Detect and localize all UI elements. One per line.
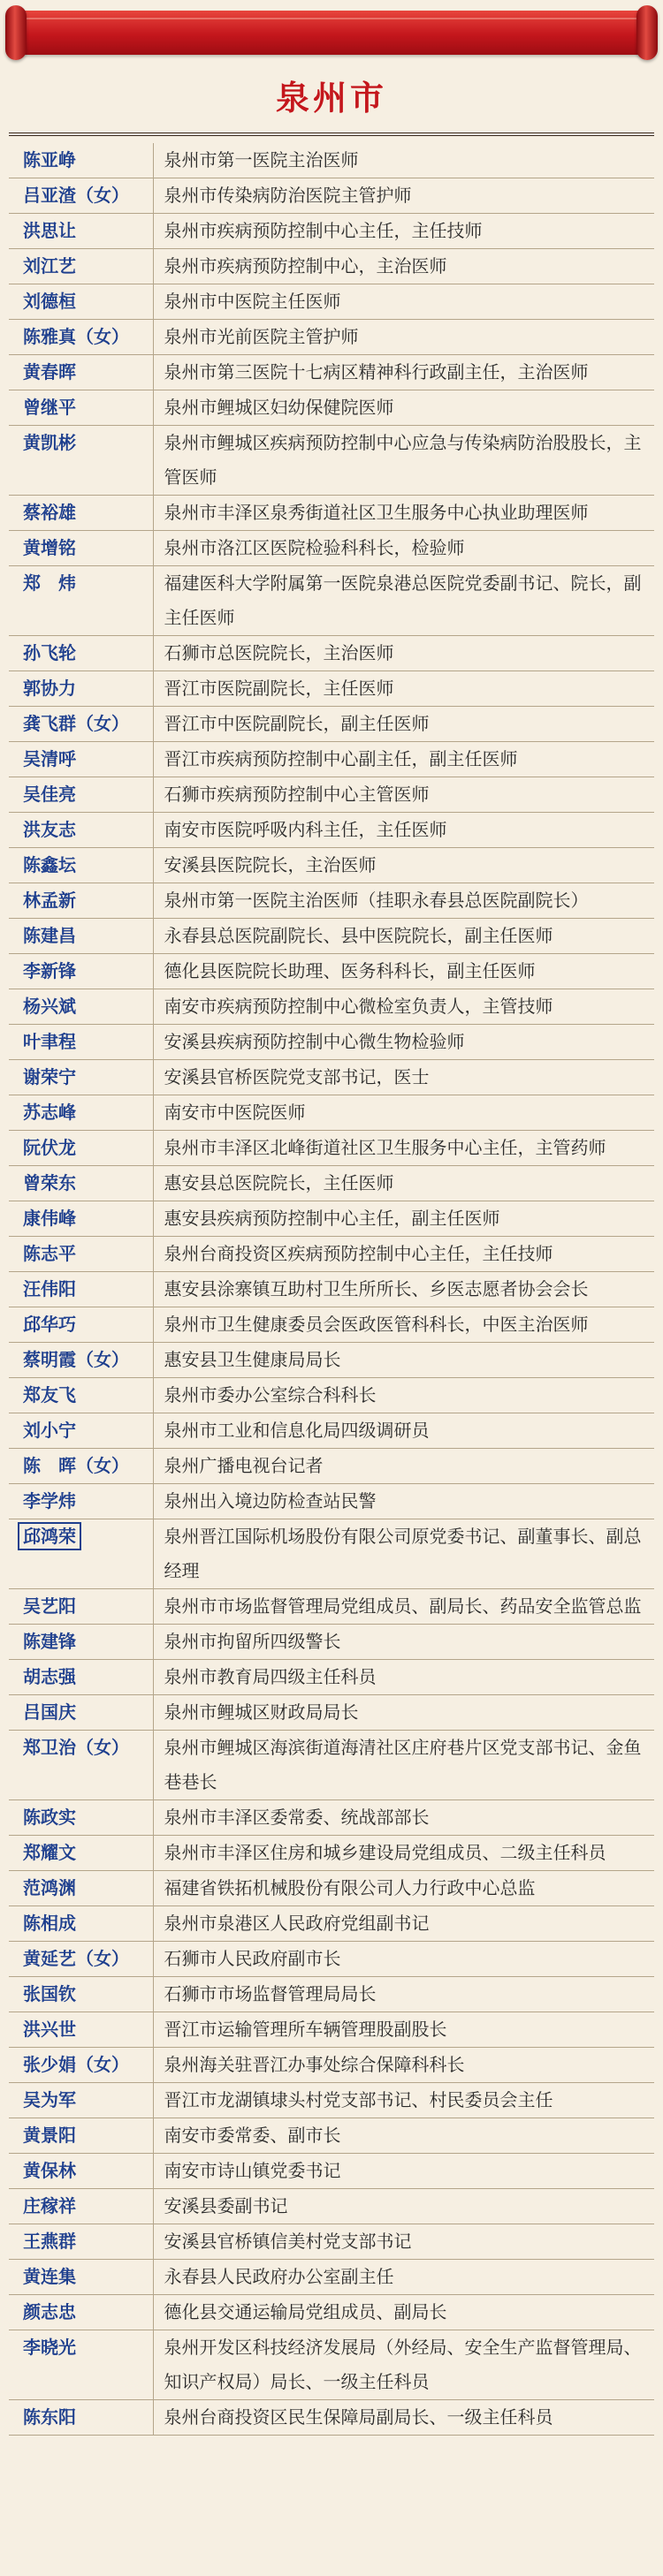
person-name: 谢荣宁 bbox=[23, 1066, 76, 1087]
person-name: 郑友飞 bbox=[23, 1384, 76, 1405]
person-title: 泉州市光前医院主管护师 bbox=[153, 320, 654, 355]
table-row bbox=[9, 2154, 654, 2189]
table-row bbox=[9, 390, 654, 426]
person-name-cell bbox=[9, 284, 153, 320]
person-title: 泉州市教育局四级主任科员 bbox=[153, 1660, 654, 1695]
person-name: 吴为军 bbox=[23, 2089, 76, 2110]
person-title: 惠安县总医院院长，主任医师 bbox=[153, 1166, 654, 1201]
person-name-cell bbox=[9, 1871, 153, 1906]
table-row bbox=[9, 1519, 654, 1589]
person-title: 惠安县疾病预防控制中心主任，副主任医师 bbox=[153, 1201, 654, 1237]
person-title: 泉州市丰泽区委常委、统战部部长 bbox=[153, 1800, 654, 1836]
table-row bbox=[9, 178, 654, 214]
person-title: 福建医科大学附属第一医院泉港总医院党委副书记、院长，副主任医师 bbox=[153, 566, 654, 636]
person-title: 泉州市第三医院十七病区精神科行政副主任，主治医师 bbox=[153, 355, 654, 390]
person-name: 黄连集 bbox=[23, 2266, 76, 2287]
person-name-cell bbox=[9, 426, 153, 496]
table-row bbox=[9, 566, 654, 636]
table-row bbox=[9, 1307, 654, 1343]
table-row bbox=[9, 742, 654, 777]
person-name: 胡志强 bbox=[23, 1666, 76, 1687]
person-title: 泉州市鲤城区财政局局长 bbox=[153, 1695, 654, 1731]
person-name-cell bbox=[9, 1695, 153, 1731]
person-name-cell bbox=[9, 566, 153, 636]
person-title: 惠安县卫生健康局局长 bbox=[153, 1343, 654, 1378]
person-name-cell bbox=[9, 636, 153, 671]
roster-body bbox=[9, 143, 654, 2436]
person-title: 永春县人民政府办公室副主任 bbox=[153, 2260, 654, 2295]
table-row bbox=[9, 2012, 654, 2048]
table-row bbox=[9, 1060, 654, 1095]
table-row bbox=[9, 2118, 654, 2154]
table-row bbox=[9, 2330, 654, 2400]
person-name-cell bbox=[9, 143, 153, 178]
person-name: 陈鑫坛 bbox=[23, 854, 76, 875]
table-row bbox=[9, 1449, 654, 1484]
person-title: 南安市医院呼吸内科主任，主任医师 bbox=[153, 813, 654, 848]
person-name: 刘小宁 bbox=[23, 1420, 76, 1441]
table-row bbox=[9, 919, 654, 954]
person-name-cell bbox=[9, 954, 153, 989]
person-name-cell bbox=[9, 813, 153, 848]
person-name: 黄春晖 bbox=[23, 361, 76, 383]
person-title: 晋江市运输管理所车辆管理股副股长 bbox=[153, 2012, 654, 2048]
person-name: 吴艺阳 bbox=[23, 1595, 76, 1617]
person-name-cell bbox=[9, 1413, 153, 1449]
person-name-cell bbox=[9, 2295, 153, 2330]
person-title: 泉州市丰泽区住房和城乡建设局党组成员、二级主任科员 bbox=[153, 1836, 654, 1871]
person-name-cell bbox=[9, 1378, 153, 1413]
person-name: 吕国庆 bbox=[23, 1701, 76, 1723]
table-row bbox=[9, 1201, 654, 1237]
table-row bbox=[9, 2260, 654, 2295]
person-title: 安溪县委副书记 bbox=[153, 2189, 654, 2224]
person-title: 泉州市泉港区人民政府党组副书记 bbox=[153, 1906, 654, 1942]
table-row bbox=[9, 1237, 654, 1272]
person-title: 泉州广播电视台记者 bbox=[153, 1449, 654, 1484]
person-name-cell bbox=[9, 2224, 153, 2260]
table-row bbox=[9, 214, 654, 249]
person-title: 德化县医院院长助理、医务科科长，副主任医师 bbox=[153, 954, 654, 989]
person-name-cell bbox=[9, 390, 153, 426]
person-title: 南安市中医院医师 bbox=[153, 1095, 654, 1131]
person-name: 庄稼祥 bbox=[23, 2195, 76, 2216]
person-title: 安溪县疾病预防控制中心微生物检验师 bbox=[153, 1025, 654, 1060]
city-title: 泉州市 bbox=[275, 79, 387, 117]
table-row bbox=[9, 1413, 654, 1449]
person-name: 叶聿程 bbox=[23, 1031, 76, 1052]
table-row bbox=[9, 143, 654, 178]
person-name: 邱鸿荣 bbox=[18, 1522, 81, 1550]
person-title: 泉州市丰泽区泉秀街道社区卫生服务中心执业助理医师 bbox=[153, 496, 654, 531]
person-name: 陈建锋 bbox=[23, 1631, 76, 1652]
person-name: 洪兴世 bbox=[23, 2019, 76, 2040]
person-name-cell bbox=[9, 1131, 153, 1166]
person-title: 泉州市工业和信息化局四级调研员 bbox=[153, 1413, 654, 1449]
person-title: 德化县交通运输局党组成员、副局长 bbox=[153, 2295, 654, 2330]
person-name-cell bbox=[9, 1272, 153, 1307]
person-name: 李学炜 bbox=[23, 1490, 76, 1512]
person-title: 泉州市第一医院主治医师（挂职永春县总医院副院长） bbox=[153, 883, 654, 919]
person-title: 泉州市市场监督管理局党组成员、副局长、药品安全监管总监 bbox=[153, 1589, 654, 1625]
person-name: 郑耀文 bbox=[23, 1842, 76, 1863]
person-name-cell bbox=[9, 1201, 153, 1237]
scroll-roll-left bbox=[5, 5, 27, 60]
table-row bbox=[9, 1484, 654, 1519]
person-name: 张国钦 bbox=[23, 1983, 76, 2004]
person-name: 刘江艺 bbox=[23, 255, 76, 277]
table-row bbox=[9, 2400, 654, 2436]
person-name-cell bbox=[9, 2400, 153, 2436]
person-title: 泉州市鲤城区海滨街道海清社区庄府巷片区党支部书记、金鱼巷巷长 bbox=[153, 1731, 654, 1800]
person-title: 安溪县官桥医院党支部书记，医士 bbox=[153, 1060, 654, 1095]
person-name-cell bbox=[9, 178, 153, 214]
table-row bbox=[9, 1343, 654, 1378]
person-name: 李晓光 bbox=[23, 2337, 76, 2358]
person-name-cell bbox=[9, 1484, 153, 1519]
person-name-cell bbox=[9, 671, 153, 707]
table-row bbox=[9, 989, 654, 1025]
person-title: 晋江市中医院副院长，副主任医师 bbox=[153, 707, 654, 742]
person-name-cell bbox=[9, 1977, 153, 2012]
table-row bbox=[9, 2048, 654, 2083]
person-name-cell bbox=[9, 2118, 153, 2154]
table-row bbox=[9, 813, 654, 848]
person-name-cell bbox=[9, 214, 153, 249]
person-title: 福建省铁拓机械股份有限公司人力行政中心总监 bbox=[153, 1871, 654, 1906]
table-row bbox=[9, 1800, 654, 1836]
person-title: 石狮市总医院院长，主治医师 bbox=[153, 636, 654, 671]
person-name-cell bbox=[9, 496, 153, 531]
person-name: 王燕群 bbox=[23, 2231, 76, 2252]
person-title: 泉州市拘留所四级警长 bbox=[153, 1625, 654, 1660]
table-row bbox=[9, 2083, 654, 2118]
table-row bbox=[9, 531, 654, 566]
person-name-cell bbox=[9, 742, 153, 777]
person-title: 泉州市卫生健康委员会医政医管科科长，中医主治医师 bbox=[153, 1307, 654, 1343]
table-row bbox=[9, 426, 654, 496]
person-name-cell bbox=[9, 1025, 153, 1060]
person-name-cell bbox=[9, 2260, 153, 2295]
person-name: 黄保林 bbox=[23, 2160, 76, 2181]
table-row bbox=[9, 883, 654, 919]
person-title: 泉州出入境边防检查站民警 bbox=[153, 1484, 654, 1519]
person-title: 泉州市中医院主任医师 bbox=[153, 284, 654, 320]
person-title: 晋江市疾病预防控制中心副主任，副主任医师 bbox=[153, 742, 654, 777]
person-name-cell bbox=[9, 777, 153, 813]
table-row bbox=[9, 1131, 654, 1166]
person-name: 林孟新 bbox=[23, 890, 76, 911]
person-name: 刘德桓 bbox=[23, 291, 76, 312]
person-name-cell bbox=[9, 531, 153, 566]
person-title: 泉州海关驻晋江办事处综合保障科科长 bbox=[153, 2048, 654, 2083]
person-name-cell bbox=[9, 1449, 153, 1484]
table-row bbox=[9, 1906, 654, 1942]
person-name-cell bbox=[9, 355, 153, 390]
table-row bbox=[9, 355, 654, 390]
table-row bbox=[9, 2189, 654, 2224]
divider bbox=[9, 135, 654, 136]
table-row bbox=[9, 1695, 654, 1731]
person-title: 南安市疾病预防控制中心微检室负责人，主管技师 bbox=[153, 989, 654, 1025]
person-name: 龚飞群（女） bbox=[23, 713, 129, 734]
person-name: 康伟峰 bbox=[23, 1208, 76, 1229]
person-name: 汪伟阳 bbox=[23, 1278, 76, 1299]
person-name-cell bbox=[9, 1519, 153, 1589]
table-row bbox=[9, 671, 654, 707]
person-name-cell bbox=[9, 1060, 153, 1095]
person-name: 黄凯彬 bbox=[23, 432, 76, 453]
table-row bbox=[9, 1025, 654, 1060]
person-name: 郑卫治（女） bbox=[23, 1737, 129, 1758]
person-name: 陈相成 bbox=[23, 1913, 76, 1934]
person-name: 吕亚渣（女） bbox=[23, 185, 129, 206]
person-name-cell bbox=[9, 1237, 153, 1272]
table-row bbox=[9, 848, 654, 883]
person-name-cell bbox=[9, 2189, 153, 2224]
table-row bbox=[9, 1977, 654, 2012]
person-name-cell bbox=[9, 320, 153, 355]
scroll-roll-right bbox=[636, 5, 658, 60]
person-title: 晋江市医院副院长，主任医师 bbox=[153, 671, 654, 707]
person-title: 安溪县官桥镇信美村党支部书记 bbox=[153, 2224, 654, 2260]
person-title: 南安市诗山镇党委书记 bbox=[153, 2154, 654, 2189]
person-name: 范鸿渊 bbox=[23, 1877, 76, 1898]
person-name: 黄景阳 bbox=[23, 2125, 76, 2146]
person-name: 张少娟（女） bbox=[23, 2054, 129, 2075]
person-name-cell bbox=[9, 1836, 153, 1871]
person-name-cell bbox=[9, 883, 153, 919]
person-name-cell bbox=[9, 989, 153, 1025]
person-name-cell bbox=[9, 848, 153, 883]
person-name-cell bbox=[9, 2330, 153, 2400]
person-name: 蔡明霞（女） bbox=[23, 1349, 129, 1370]
table-row bbox=[9, 1625, 654, 1660]
person-name: 苏志峰 bbox=[23, 1102, 76, 1123]
table-row bbox=[9, 1378, 654, 1413]
table-row bbox=[9, 1731, 654, 1800]
person-name: 陈亚峥 bbox=[23, 149, 76, 170]
person-title: 南安市委常委、副市长 bbox=[153, 2118, 654, 2154]
table-row bbox=[9, 249, 654, 284]
person-name: 邱华巧 bbox=[23, 1314, 76, 1335]
header-banner bbox=[0, 0, 663, 65]
person-name: 蔡裕雄 bbox=[23, 502, 76, 523]
person-name-cell bbox=[9, 1589, 153, 1625]
person-name: 陈雅真（女） bbox=[23, 326, 129, 347]
person-name: 洪友志 bbox=[23, 819, 76, 840]
person-title: 泉州市疾病预防控制中心主任，主任技师 bbox=[153, 214, 654, 249]
person-name-cell bbox=[9, 1906, 153, 1942]
table-row bbox=[9, 1660, 654, 1695]
person-title: 泉州晋江国际机场股份有限公司原党委书记、副董事长、副总经理 bbox=[153, 1519, 654, 1589]
person-name-cell bbox=[9, 2012, 153, 2048]
person-title: 泉州市传染病防治医院主管护师 bbox=[153, 178, 654, 214]
person-title: 泉州市鲤城区疾病预防控制中心应急与传染病防治股股长，主管医师 bbox=[153, 426, 654, 496]
table-row bbox=[9, 1095, 654, 1131]
person-title: 晋江市龙湖镇埭头村党支部书记、村民委员会主任 bbox=[153, 2083, 654, 2118]
person-title: 泉州市疾病预防控制中心，主治医师 bbox=[153, 249, 654, 284]
person-name: 吴清呼 bbox=[23, 748, 76, 769]
person-name: 李新锋 bbox=[23, 960, 76, 981]
person-title: 泉州市第一医院主治医师 bbox=[153, 143, 654, 178]
person-name-cell bbox=[9, 249, 153, 284]
person-name-cell bbox=[9, 2154, 153, 2189]
person-title: 安溪县医院院长，主治医师 bbox=[153, 848, 654, 883]
table-row bbox=[9, 1272, 654, 1307]
person-name: 杨兴斌 bbox=[23, 996, 76, 1017]
person-name: 颜志忠 bbox=[23, 2301, 76, 2322]
table-row bbox=[9, 1871, 654, 1906]
person-name-cell bbox=[9, 1942, 153, 1977]
table-row bbox=[9, 707, 654, 742]
person-title: 泉州市丰泽区北峰街道社区卫生服务中心主任，主管药师 bbox=[153, 1131, 654, 1166]
table-row bbox=[9, 1166, 654, 1201]
table-row bbox=[9, 954, 654, 989]
person-title: 泉州开发区科技经济发展局（外经局、安全生产监督管理局、知识产权局）局长、一级主任科员 bbox=[153, 2330, 654, 2400]
person-title: 永春县总医院副院长、县中医院院长，副主任医师 bbox=[153, 919, 654, 954]
person-title: 惠安县涂寨镇互助村卫生所所长、乡医志愿者协会会长 bbox=[153, 1272, 654, 1307]
table-row bbox=[9, 2295, 654, 2330]
banner-bar bbox=[16, 11, 647, 55]
person-title: 泉州市委办公室综合科科长 bbox=[153, 1378, 654, 1413]
person-name: 吴佳亮 bbox=[23, 784, 76, 805]
table-row bbox=[9, 1589, 654, 1625]
person-name-cell bbox=[9, 1731, 153, 1800]
person-name: 洪思让 bbox=[23, 220, 76, 241]
person-name: 黄增铭 bbox=[23, 537, 76, 558]
person-title: 石狮市市场监督管理局局长 bbox=[153, 1977, 654, 2012]
roster-table bbox=[9, 143, 654, 2436]
table-row bbox=[9, 636, 654, 671]
person-name: 陈东阳 bbox=[23, 2406, 76, 2428]
person-name: 曾荣东 bbox=[23, 1172, 76, 1193]
table-row bbox=[9, 320, 654, 355]
person-name: 黄延艺（女） bbox=[23, 1948, 129, 1969]
person-name-cell bbox=[9, 1660, 153, 1695]
person-name-cell bbox=[9, 2048, 153, 2083]
person-title: 泉州市鲤城区妇幼保健院医师 bbox=[153, 390, 654, 426]
person-title: 石狮市人民政府副市长 bbox=[153, 1942, 654, 1977]
person-title: 石狮市疾病预防控制中心主管医师 bbox=[153, 777, 654, 813]
person-name-cell bbox=[9, 1166, 153, 1201]
person-name-cell bbox=[9, 1343, 153, 1378]
person-name: 陈建昌 bbox=[23, 925, 76, 946]
person-name: 孙飞轮 bbox=[23, 642, 76, 663]
person-name: 郑 炜 bbox=[23, 572, 76, 594]
person-name-cell bbox=[9, 919, 153, 954]
table-row bbox=[9, 284, 654, 320]
table-row bbox=[9, 496, 654, 531]
person-name-cell bbox=[9, 1800, 153, 1836]
person-title: 泉州市洛江区医院检验科科长，检验师 bbox=[153, 531, 654, 566]
person-name-cell bbox=[9, 1625, 153, 1660]
person-name: 曾继平 bbox=[23, 397, 76, 418]
table-row bbox=[9, 777, 654, 813]
person-title: 泉州台商投资区疾病预防控制中心主任，主任技师 bbox=[153, 1237, 654, 1272]
person-name-cell bbox=[9, 1307, 153, 1343]
person-name-cell bbox=[9, 707, 153, 742]
person-name: 陈志平 bbox=[23, 1243, 76, 1264]
person-name: 阮伏龙 bbox=[23, 1137, 76, 1158]
person-name: 郭协力 bbox=[23, 678, 76, 699]
table-row bbox=[9, 1836, 654, 1871]
person-title: 泉州台商投资区民生保障局副局长、一级主任科员 bbox=[153, 2400, 654, 2436]
person-name-cell bbox=[9, 1095, 153, 1131]
person-name-cell bbox=[9, 2083, 153, 2118]
person-name: 陈 晖（女） bbox=[23, 1455, 129, 1476]
person-name: 陈政实 bbox=[23, 1807, 76, 1828]
table-row bbox=[9, 2224, 654, 2260]
table-row bbox=[9, 1942, 654, 1977]
